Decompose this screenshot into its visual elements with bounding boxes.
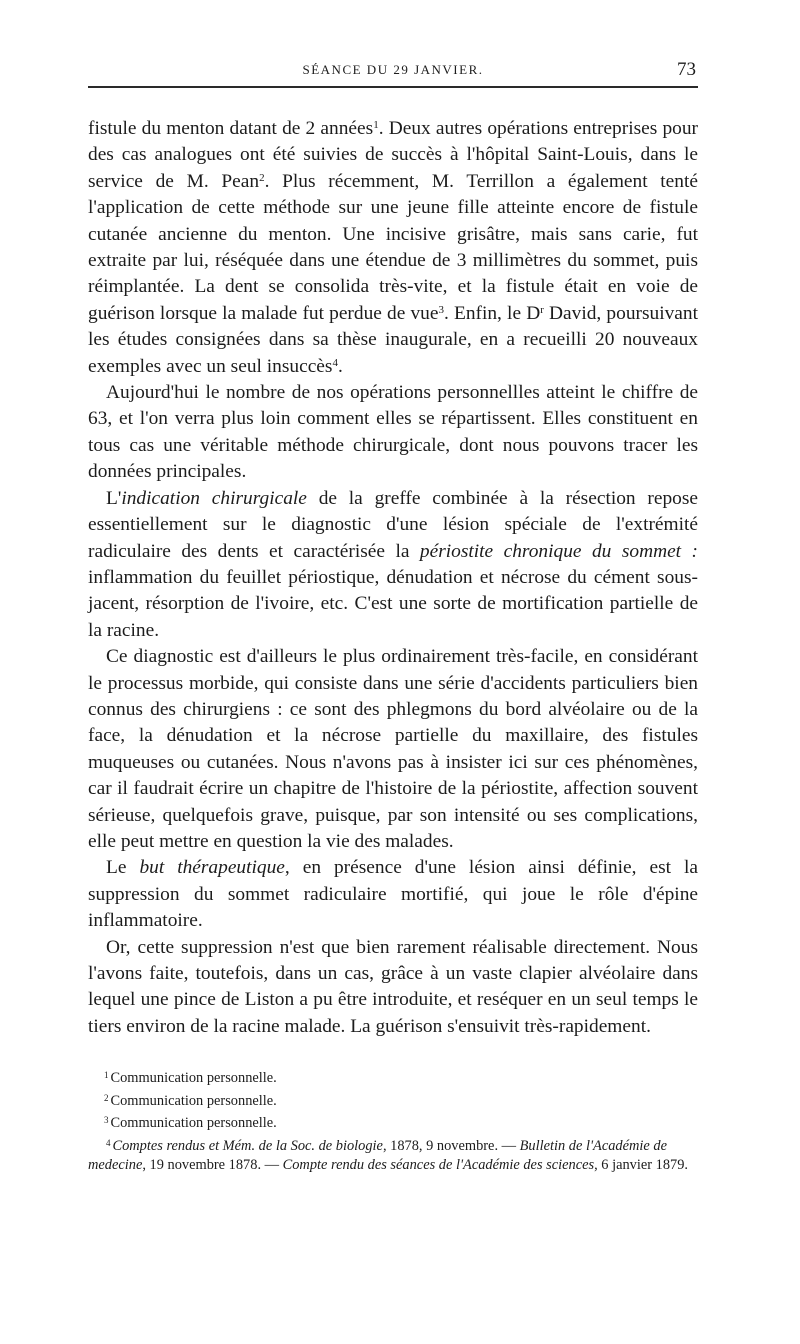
footnote-mark: 4 [106,1137,111,1148]
page-number: 73 [677,59,696,80]
text-run: Aujourd'hui le nombre de nos opérations personnellles atteint le chiffre de 63, et l'on verra plus loin comment elles se répartissent. Elles constituent en tous cas une véritable méthode chirurgicale, dont nous pouvons tracer les données principales. [88,382,698,483]
page [88,58,698,1176]
superscript: 1 [373,119,379,131]
italic-text: indication chirurgicale [121,487,307,509]
footnote-mark: 1 [104,1070,109,1081]
text-run: Or, cette suppression n'est que bien rarement réalisable directement. Nous l'avons faite, toutefois, dans un cas, grâce à un vaste clapier alvéolaire dans lequel une pince de Liston a pu être introduite, et reséquer en un seul temps le tiers environ de la racine malade. La guérison s'ensuivit très-rapidement. [88,936,698,1037]
text-run: L' [106,487,122,509]
text-run: , 1878, 9 novembre. — [382,1137,520,1154]
superscript: 3 [438,303,444,316]
footnote-mark: 3 [104,1115,109,1126]
running-header [88,58,698,88]
footnote [88,1066,698,1089]
text-run: Communication personnelle. [110,1115,277,1132]
text-run: Ce diagnostic est d'ailleurs le plus ordinairement très-facile, en considérant le processus morbide, qui consiste dans une série d'accidents particuliers bien connus des chirurgiens : ce sont des phlegmons du bord alvéolaire ou de la face, la dénudation et la nécrose partielle du maxillaire, des fistules muqueuses ou cutanées. Nous n'avons pas à insister ici sur ces phénomènes, car il faudrait écrire un chapitre de l'histoire de la périostite, affection souvent sérieuse, quelquefois grave, puisque, par son intensité ou ses complications, elle peut mettre en question la vie des malades. [88,646,698,852]
text-run: de la greffe combinée à la résection repose essentiellement sur le diagnostic d'une lésion spéciale de l'extrémité radiculaire des dents et caractérisée la [88,487,698,562]
text-run: , en présence d'une lésion ainsi définie, est la suppression du sommet radiculaire mortifié, qui joue le rôle d'épine inflammatoire. [88,857,698,932]
text-run: fistule du menton datant de 2 années [88,118,374,139]
paragraph [88,486,698,644]
text-run: . Plus récemment, M. Terrillon a également tenté l'application de cette méthode sur une jeune fille atteinte encore de fistule cutanée ancienne du menton. Une incisive grisâtre, mais sans carie, fut extraite par lui, réséquée dans une étendue de 3 millimètres du sommet, puis réimplantée. La dent se consolida très-vite, et la fistule était en voie de guérison lorsque la malade fut perdue de vue [88,170,698,324]
footnote-mark: 2 [104,1092,109,1103]
italic-text: Bulletin de l'Académie de medecine [88,1137,667,1174]
superscript: r [540,303,544,316]
footnote [88,1134,698,1176]
text-run: . Deux autres opérations entreprises pour des cas analogues ont été suivies de succès à l'hôpital Saint-Louis, dans le service de M. Pean [88,118,698,192]
text-run: Communication personnelle. [110,1092,277,1109]
text-run: Communication personnelle. [110,1070,277,1087]
text-run: , 19 novembre 1878. — [142,1157,283,1174]
body-text [88,116,698,1040]
text-run: inflammation du feuillet périostique, dénudation et nécrose du cément sous-jacent, résorption de l'ivoire, etc. C'est une sorte de mortification partielle de la racine. [88,566,698,641]
superscript: 2 [259,171,265,184]
footnotes [88,1066,698,1176]
paragraph [88,935,698,1041]
running-title: SÉANCE DU 29 JANVIER. [302,62,484,77]
text-run: . [337,355,343,377]
italic-text: périostite chronique du sommet : [419,540,698,562]
paragraph [88,644,698,855]
footnote [88,1089,698,1112]
italic-text: Compte rendu des séances de l'Académie des sciences [282,1157,595,1174]
text-run: . Enfin, le D [443,302,541,324]
italic-text: Comptes rendus et Mém. de la Soc. de biologie [112,1137,383,1154]
paragraph [88,855,698,934]
paragraph [88,116,698,380]
text-run: Le [106,857,140,879]
footnote [88,1111,698,1134]
italic-text: but thérapeutique [139,857,285,879]
superscript: 4 [332,356,338,369]
text-run: , 6 janvier 1879. [594,1157,689,1174]
paragraph [88,380,698,486]
text-run: David, poursuivant les études consignées dans sa thèse inaugurale, en a recueilli 20 nouveaux exemples avec un seul insuccès [88,302,698,377]
